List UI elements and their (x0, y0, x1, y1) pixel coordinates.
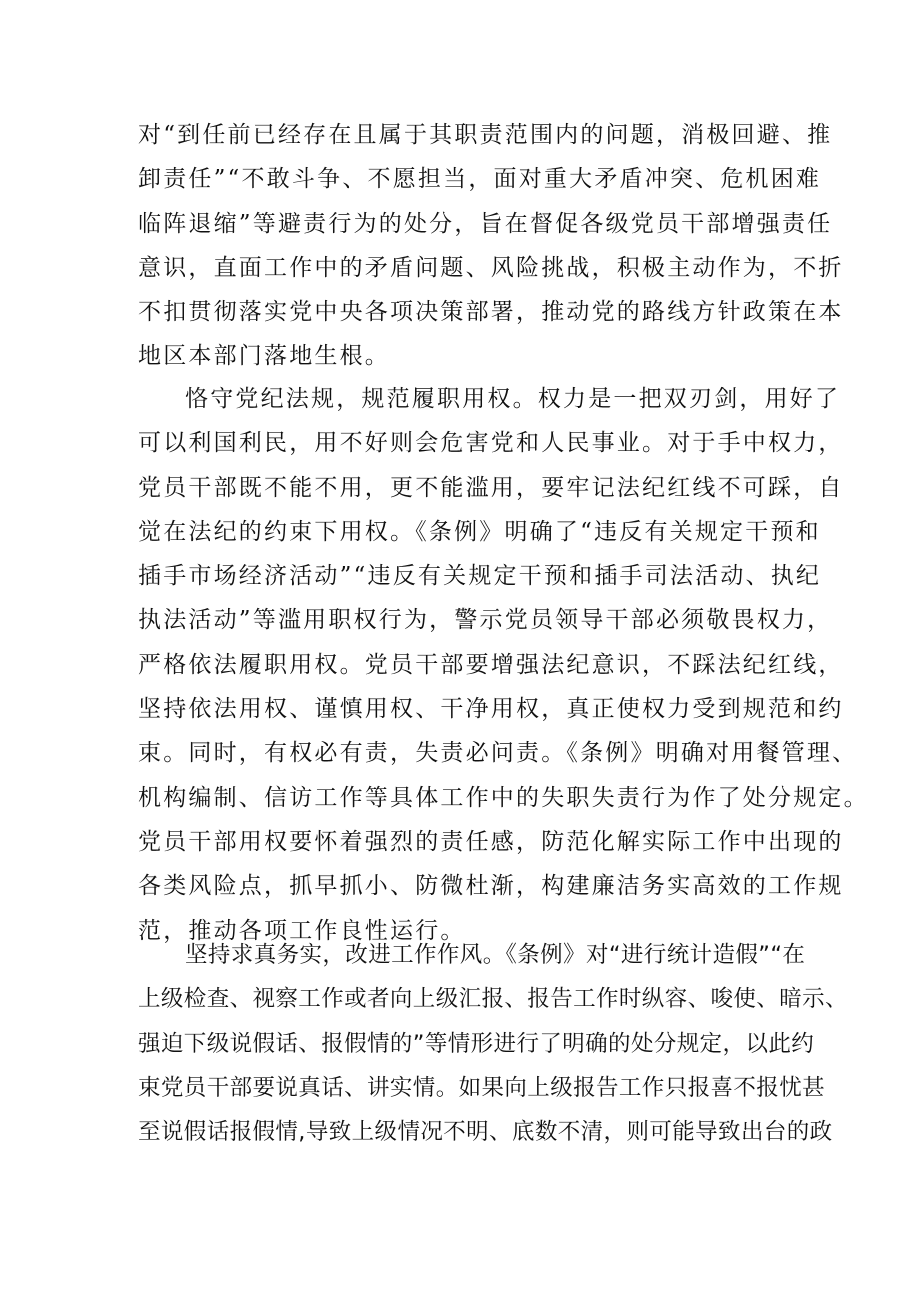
text-line: 坚持依法用权、谨慎用权、干净用权，真正使权力受到规范和约 (138, 696, 844, 723)
paragraph-2 (138, 377, 869, 953)
text-line: 恪守党纪法规，规范履职用权。权力是一把双刃剑，用好了 (185, 386, 841, 412)
text-line: 意识，直面工作中的矛盾问题、风险挑战，积极主动作为，不折 (138, 254, 844, 281)
text-line: 机构编制、信访工作等具体工作中的失职失责行为作了处分规定。 (138, 784, 869, 811)
text-line: 坚持求真务实，改进工作作风。《条例》对“进行统计造假”“在 (185, 942, 806, 968)
text-line: 至说假话报假情,导致上级情况不明、底数不清，则可能导致出台的政 (138, 1119, 833, 1146)
text-line: 对“到任前已经存在且属于其职责范围内的问题，消极回避、推 (138, 122, 833, 148)
text-line: 临阵退缩”等避责行为的处分，旨在督促各级党员干部增强责任 (138, 210, 833, 237)
text-line: 卸责任”“不敢斗争、不愿担当，面对重大矛盾冲突、危机困难 (138, 166, 822, 193)
text-line: 党员干部既不能不用，更不能滥用，要牢记法纪红线不可踩，自 (138, 474, 844, 501)
text-line: 范，推动各项工作良性运行。 (138, 917, 466, 944)
text-line: 插手市场经济活动”“违反有关规定干预和插手司法活动、执纪 (138, 563, 822, 590)
text-line: 党员干部用权要怀着强烈的责任感，防范化解实际工作中出现的 (138, 828, 844, 855)
text-line: 可以利国利民，用不好则会危害党和人民事业。对于手中权力， (138, 430, 844, 457)
text-line: 地区本部门落地生根。 (138, 343, 390, 370)
text-line: 强迫下级说假话、报假情的”等情形进行了明确的处分规定，以此约 (138, 1030, 815, 1057)
paragraph-3 (138, 933, 848, 1154)
text-line: 觉在法纪的约束下用权。《条例》明确了“违反有关规定干预和 (138, 518, 821, 545)
text-line: 束。同时，有权必有责，失责必问责。《条例》明确对用餐管理、 (138, 740, 858, 767)
text-line: 执法活动”等滥用职权行为，警示党员领导干部必须敬畏权力， (138, 607, 833, 634)
text-line: 上级检查、视察工作或者向上级汇报、报告工作时纵容、唆使、暗示、 (138, 986, 848, 1013)
text-line: 严格依法履职用权。党员干部要增强法纪意识，不踩法纪红线， (138, 651, 844, 678)
text-line: 不扣贯彻落实党中央各项决策部署，推动党的路线方针政策在本 (138, 299, 844, 326)
text-line: 各类风险点，抓早抓小、防微杜渐，构建廉洁务实高效的工作规 (138, 873, 844, 900)
text-line: 束党员干部要说真话、讲实情。如果向上级报告工作只报喜不报忧甚 (138, 1074, 826, 1101)
paragraph-1 (138, 113, 844, 379)
